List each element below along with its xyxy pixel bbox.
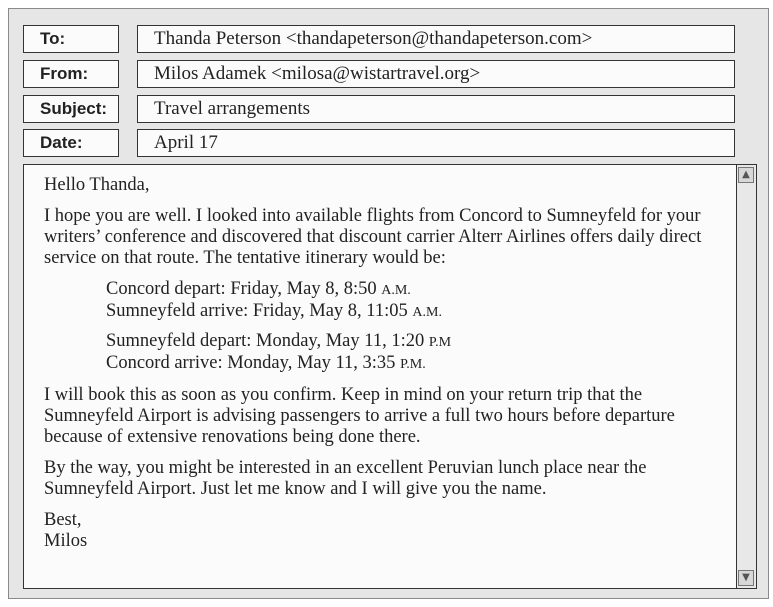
from-row [23, 60, 735, 88]
paragraph-2: I will book this as soon as you confirm. Keep in mind on your return trip that the Sumneyfeld Airport is advising passengers to arrive a full two hours before departure because of extensive renovations being done there. [44, 385, 675, 447]
date-field[interactable]: April 17 [137, 129, 735, 157]
message-text [44, 175, 724, 552]
date-label: Date: [23, 129, 119, 157]
to-label: To: [23, 25, 119, 53]
subject-label: Subject: [23, 95, 119, 123]
vertical-scrollbar[interactable] [736, 165, 756, 588]
subject-field[interactable]: Travel arrangements [137, 95, 735, 123]
itinerary-line: Sumneyfeld depart: Monday, May 11, 1:20 P.M [106, 331, 452, 351]
itinerary-outbound [44, 279, 724, 323]
itinerary-line: Concord depart: Friday, May 8, 8:50 A.M. [106, 279, 411, 299]
from-label: From: [23, 60, 119, 88]
greeting: Hello Thanda, [44, 175, 150, 195]
paragraph-3: By the way, you might be interested in an excellent Peruvian lunch place near the Sumneyfeld Airport. Just let me know and I will give you the name. [44, 458, 647, 499]
scroll-down-icon[interactable]: ▼ [738, 570, 754, 586]
email-window [8, 8, 769, 599]
closing: Best, [44, 510, 82, 530]
subject-row [23, 95, 735, 123]
to-row [23, 25, 735, 53]
scroll-up-icon[interactable]: ▲ [738, 167, 754, 183]
to-field[interactable]: Thanda Peterson <thandapeterson@thandapeterson.com> [137, 25, 735, 53]
paragraph-1: I hope you are well. I looked into available flights from Concord to Sumneyfeld for your writers’ conference and discovered that discount carrier Alterr Airlines offers daily direct service on that route. The tentative itinerary would be: [44, 206, 702, 268]
signature: Milos [44, 531, 88, 551]
date-row [23, 129, 735, 157]
itinerary-line: Sumneyfeld arrive: Friday, May 8, 11:05 A.M. [106, 301, 442, 321]
message-body[interactable] [23, 164, 757, 589]
itinerary-return [44, 331, 724, 375]
from-field[interactable]: Milos Adamek <milosa@wistartravel.org> [137, 60, 735, 88]
itinerary-line: Concord arrive: Monday, May 11, 3:35 P.M. [106, 353, 426, 373]
